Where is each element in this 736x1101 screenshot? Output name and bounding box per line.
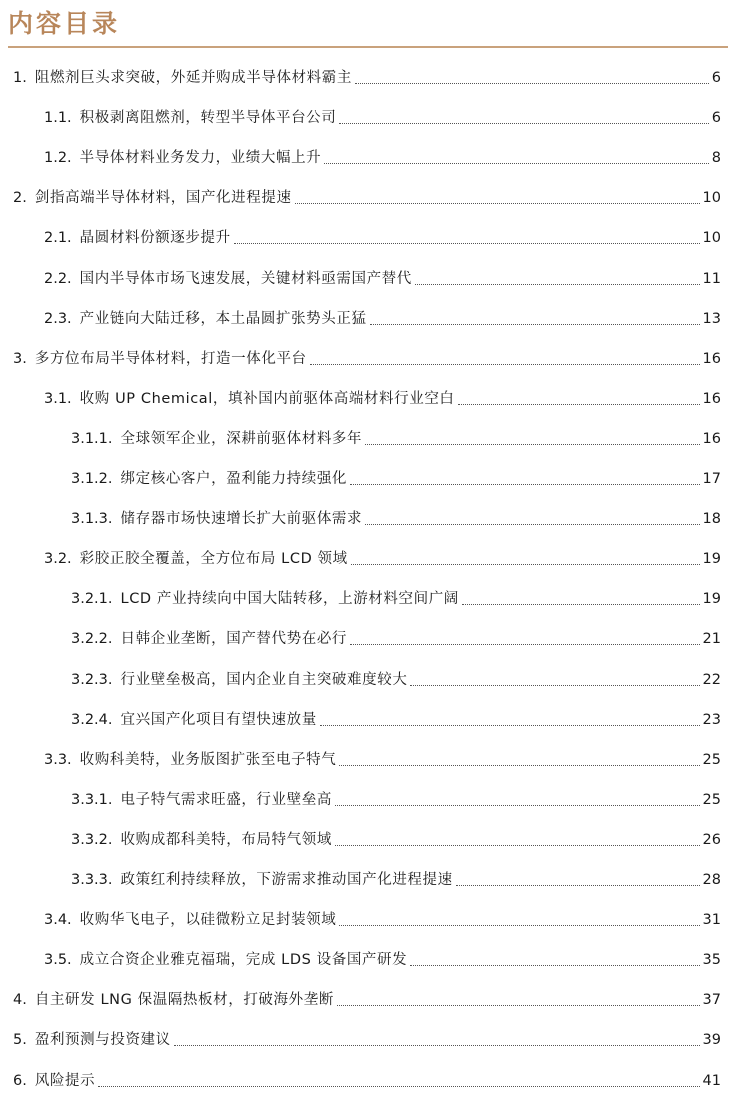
toc-entry[interactable] xyxy=(44,226,721,248)
toc-entry-title: 收购科美特，业务版图扩张至电子特气 xyxy=(79,751,337,768)
toc-entry[interactable] xyxy=(71,668,721,690)
toc-entry-page: 41 xyxy=(702,1072,721,1089)
toc-entry-number: 1.1. xyxy=(44,110,72,127)
toc-entry-title: 国内半导体市场飞速发展，关键材料亟需国产替代 xyxy=(79,270,412,287)
toc-entry[interactable] xyxy=(13,347,721,369)
toc-entry-title: 收购 UP Chemical，填补国内前驱体高端材料行业空白 xyxy=(79,390,455,407)
toc-entry-number: 3.1.3. xyxy=(71,511,113,528)
toc-entry[interactable] xyxy=(44,106,721,128)
toc-entry[interactable] xyxy=(13,988,721,1010)
toc-entry[interactable] xyxy=(13,1069,721,1091)
toc-entry-page: 17 xyxy=(702,471,721,487)
toc-entry[interactable] xyxy=(71,507,721,529)
toc-dot-leader xyxy=(365,444,699,445)
toc-entry[interactable] xyxy=(71,708,721,730)
toc-entry-title: 收购成都科美特，布局特气领域 xyxy=(120,831,332,848)
toc-dot-leader xyxy=(339,765,699,766)
toc-dot-leader xyxy=(339,123,708,124)
toc-entry-page: 28 xyxy=(702,872,721,888)
toc-dot-leader xyxy=(337,1005,700,1006)
toc-entry-number: 1. xyxy=(13,70,27,86)
toc-entry[interactable] xyxy=(71,427,721,449)
toc-entry-page: 16 xyxy=(702,390,721,407)
toc-entry-page: 25 xyxy=(702,791,721,808)
toc-entry[interactable] xyxy=(71,828,721,850)
toc-entry[interactable] xyxy=(44,387,721,409)
toc-entry[interactable] xyxy=(71,868,721,890)
toc-entry-number: 3. xyxy=(13,350,27,367)
toc-entry-title: 剑指高端半导体材料，国产化进程提速 xyxy=(34,190,292,207)
toc-entry[interactable] xyxy=(71,627,721,649)
toc-dot-leader xyxy=(350,644,700,645)
toc-entry[interactable] xyxy=(44,908,721,930)
toc-dot-leader xyxy=(415,284,700,285)
toc-entry-title: 电子特气需求旺盛，行业壁垒高 xyxy=(120,791,332,808)
toc-entry-title: 风险提示 xyxy=(34,1072,96,1089)
toc-dot-leader xyxy=(350,484,700,485)
toc-entry-page: 19 xyxy=(702,551,721,568)
toc-entry-page: 19 xyxy=(702,591,721,608)
toc-entry-title: 日韩企业垄断，国产替代势在必行 xyxy=(120,631,348,648)
page-title: 内容目录 xyxy=(8,9,121,38)
toc-dot-leader xyxy=(355,83,709,84)
toc-entry[interactable] xyxy=(44,146,721,168)
toc-entry-title: LCD 产业持续向中国大陆转移，上游材料空间广阔 xyxy=(120,591,459,608)
toc-entry-number: 3.2.2. xyxy=(71,631,113,648)
toc-dot-leader xyxy=(462,604,700,605)
toc-entry-number: 2. xyxy=(13,190,27,207)
toc-entry-number: 3.2. xyxy=(44,551,72,568)
toc-entry[interactable] xyxy=(44,948,721,970)
toc-entry-number: 3.1.1. xyxy=(71,430,113,447)
toc-entry-number: 3.3.2. xyxy=(71,831,113,848)
toc-entry-title: 绑定核心客户，盈利能力持续强化 xyxy=(120,471,348,487)
toc-entry-page: 22 xyxy=(702,671,721,688)
toc-entry-page: 16 xyxy=(702,430,721,447)
toc-dot-leader xyxy=(351,564,700,565)
toc-entry-title: 储存器市场快速增长扩大前驱体需求 xyxy=(120,511,363,528)
toc-entry-number: 4. xyxy=(13,992,27,1009)
toc-dot-leader xyxy=(370,324,700,325)
toc-entry-page: 39 xyxy=(702,1032,721,1049)
toc-entry-page: 13 xyxy=(702,310,721,327)
toc-dot-leader xyxy=(234,243,700,244)
toc-entry-title: 晶圆材料份额逐步提升 xyxy=(79,230,231,247)
toc-entry-number: 3.3.1. xyxy=(71,791,113,808)
toc-entry-title: 自主研发 LNG 保温隔热板材，打破海外垄断 xyxy=(34,992,334,1009)
toc-dot-leader xyxy=(335,845,700,846)
toc-dot-leader xyxy=(324,163,708,164)
toc-entry-page: 16 xyxy=(702,350,721,367)
toc-dot-leader xyxy=(174,1045,700,1046)
toc-entry[interactable] xyxy=(71,587,721,609)
toc-entry-page: 8 xyxy=(711,150,721,167)
toc-entry-title: 多方位布局半导体材料，打造一体化平台 xyxy=(34,350,307,367)
toc-dot-leader xyxy=(335,805,700,806)
toc-entry-page: 11 xyxy=(702,270,721,287)
toc-entry-title: 盈利预测与投资建议 xyxy=(34,1032,171,1049)
toc-entry-number: 3.1.2. xyxy=(71,471,113,487)
toc-entry-page: 21 xyxy=(702,631,721,648)
toc-entry-number: 5. xyxy=(13,1032,27,1049)
toc-entry-number: 3.3.3. xyxy=(71,872,113,888)
toc-entry-page: 26 xyxy=(702,831,721,848)
toc-entry-number: 3.1. xyxy=(44,390,72,407)
toc-entry-title: 积极剥离阻燃剂，转型半导体平台公司 xyxy=(79,110,337,127)
toc-entry-page: 23 xyxy=(702,711,721,728)
toc-dot-leader xyxy=(295,203,700,204)
toc-dot-leader xyxy=(365,524,699,525)
toc-entry-page: 37 xyxy=(702,992,721,1009)
toc-dot-leader xyxy=(320,725,700,726)
toc-entry-page: 10 xyxy=(702,190,721,207)
toc-entry-number: 2.3. xyxy=(44,310,72,327)
toc-entry[interactable] xyxy=(13,1028,721,1050)
toc-entry-number: 6. xyxy=(13,1072,27,1089)
toc-dot-leader xyxy=(456,885,700,886)
toc-entry-page: 18 xyxy=(702,511,721,528)
toc-entry[interactable] xyxy=(13,66,721,88)
toc-entry[interactable] xyxy=(44,748,721,770)
toc-entry-title: 行业壁垒极高，国内企业自主突破难度较大 xyxy=(120,671,408,688)
toc-entry-number: 3.2.3. xyxy=(71,671,113,688)
toc-entry-page: 35 xyxy=(702,952,721,969)
toc-entry-page: 25 xyxy=(702,751,721,768)
toc-entry[interactable] xyxy=(44,267,721,289)
toc-dot-leader xyxy=(98,1086,699,1087)
toc-entry-number: 3.3. xyxy=(44,751,72,768)
toc-dot-leader xyxy=(458,404,700,405)
toc-entry[interactable] xyxy=(71,467,721,489)
toc-entry-title: 成立合资企业雅克福瑞，完成 LDS 设备国产研发 xyxy=(79,952,408,969)
toc-entry-number: 3.2.4. xyxy=(71,711,113,728)
toc-entry-page: 6 xyxy=(711,70,721,86)
toc-entry-title: 全球领军企业，深耕前驱体材料多年 xyxy=(120,430,363,447)
toc-entry-number: 2.1. xyxy=(44,230,72,247)
toc-entry-page: 31 xyxy=(702,912,721,929)
toc-entry-page: 10 xyxy=(702,230,721,247)
toc-dot-leader xyxy=(410,965,699,966)
toc-dot-leader xyxy=(310,364,700,365)
toc-dot-leader xyxy=(410,685,699,686)
toc-entry-number: 3.4. xyxy=(44,912,72,929)
toc-entry-title: 政策红利持续释放，下游需求推动国产化进程提速 xyxy=(120,872,453,888)
toc-entry[interactable] xyxy=(13,186,721,208)
toc-entry-title: 阻燃剂巨头求突破，外延并购成半导体材料霸主 xyxy=(34,70,352,86)
toc-entry[interactable] xyxy=(44,547,721,569)
toc-entry-page: 6 xyxy=(711,110,721,127)
toc-entry[interactable] xyxy=(44,307,721,329)
toc-entry[interactable] xyxy=(71,788,721,810)
toc-entry-title: 收购华飞电子，以硅微粉立足封装领域 xyxy=(79,912,337,929)
toc-entry-number: 2.2. xyxy=(44,270,72,287)
toc-entry-title: 彩胶正胶全覆盖，全方位布局 LCD 领域 xyxy=(79,551,348,568)
toc-entry-number: 3.2.1. xyxy=(71,591,113,608)
toc-entry-title: 宜兴国产化项目有望快速放量 xyxy=(120,711,317,728)
toc-entry-number: 3.5. xyxy=(44,952,72,969)
toc-entry-number: 1.2. xyxy=(44,150,72,167)
toc-dot-leader xyxy=(339,925,699,926)
toc-entry-title: 半导体材料业务发力，业绩大幅上升 xyxy=(79,150,322,167)
toc-entry-title: 产业链向大陆迁移，本土晶圆扩张势头正猛 xyxy=(79,310,367,327)
